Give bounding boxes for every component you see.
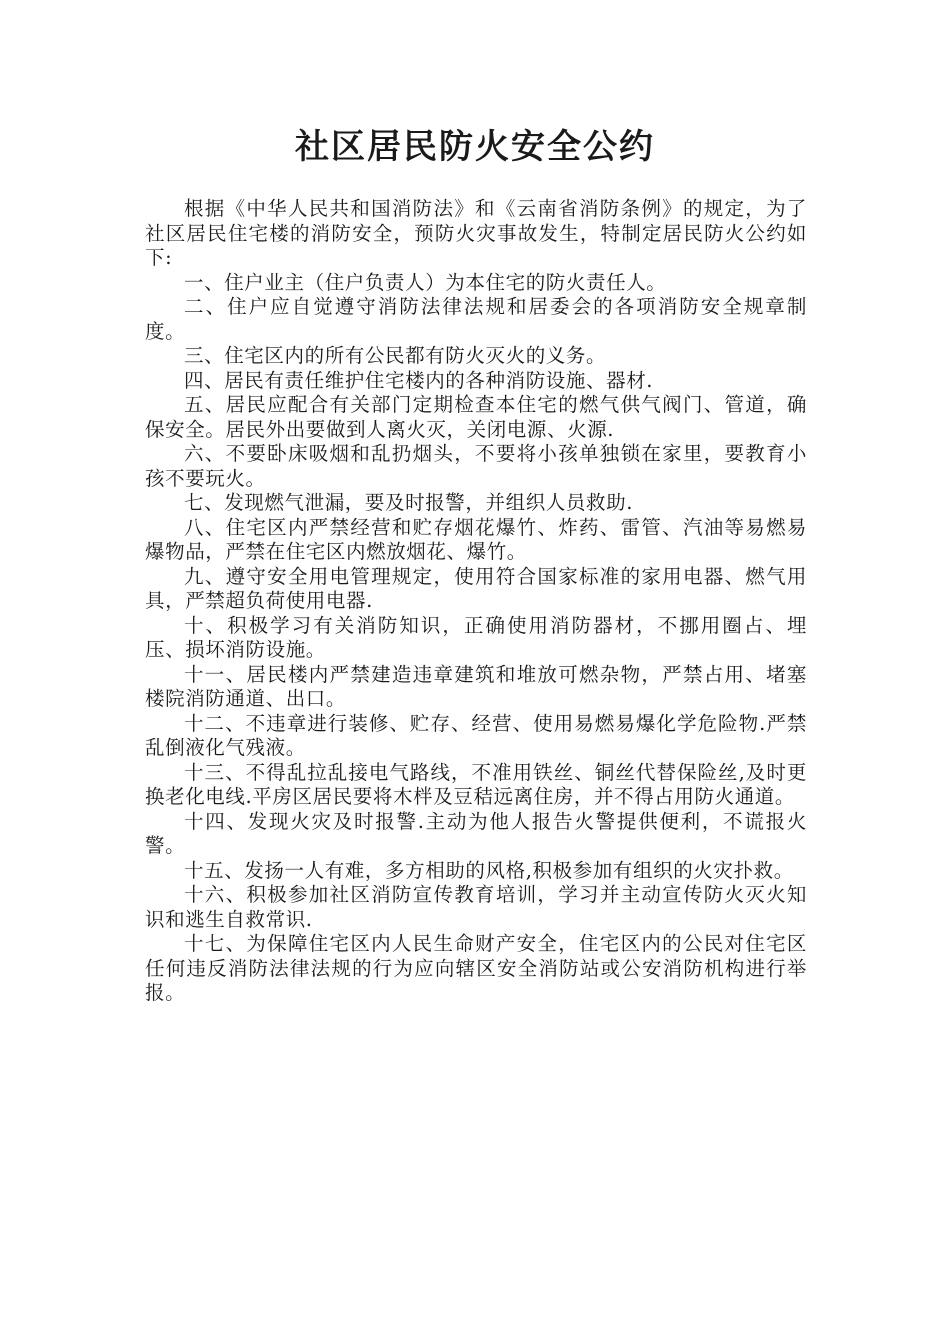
- paragraph-article-3: 三、住宅区内的所有公民都有防火灭火的义务。: [184, 344, 607, 367]
- paragraph-article-15: 十五、发扬一人有难，多方相助的风格,积极参加有组织的火灾扑救。: [184, 858, 794, 882]
- paragraph-article-13: 十三、不得乱拉乱接电气路线，不准用铁丝、铜丝代替保险丝,及时更换老化电线.平房区居民要将木柈及豆秸远离住房，并不得占用防火通道。: [145, 760, 807, 808]
- paragraph-article-12: 十二、不违章进行装修、贮存、经营、使用易燃易爆化学危险物.严禁乱倒液化气残液。: [145, 711, 807, 759]
- paragraph-article-10: 十、积极学习有关消防知识，正确使用消防器材，不挪用圈占、埋压、损坏消防设施。: [145, 613, 807, 661]
- paragraph-article-17: 十七、为保障住宅区内人民生命财产安全，住宅区内的公民对住宅区任何违反消防法律法规的行为应向辖区安全消防站或公安消防机构进行举报。: [145, 932, 807, 1004]
- paragraph-article-1: 一、住户业主（住户负责人）为本住宅的防火责任人。: [184, 270, 667, 294]
- document-title: 社区居民防火安全公约: [295, 127, 655, 167]
- paragraph-article-9: 九、遵守安全用电管理规定，使用符合国家标准的家用电器、燃气用具，严禁超负荷使用电器.: [145, 564, 807, 612]
- paragraph-article-6: 六、不要卧床吸烟和乱扔烟头，不要将小孩单独锁在家里，要教育小孩不要玩火。: [145, 442, 807, 490]
- paragraph-article-4: 四、居民有责任维护住宅楼内的各种消防设施、器材.: [184, 368, 654, 392]
- paragraph-article-14: 十四、发现火灾及时报警.主动为他人报告火警提供便利，不谎报火警。: [145, 809, 807, 857]
- paragraph-article-16: 十六、积极参加社区消防宣传教育培训，学习并主动宣传防火灭火知识和逃生自救常识.: [145, 883, 807, 931]
- paragraph-article-11: 十一、居民楼内严禁建造违章建筑和堆放可燃杂物，严禁占用、堵塞楼院消防通道、出口。: [145, 662, 807, 710]
- paragraph-article-7: 七、发现燃气泄漏，要及时报警，并组织人员救助.: [184, 491, 633, 514]
- document-body: [145, 197, 807, 1006]
- paragraph-article-8: 八、住宅区内严禁经营和贮存烟花爆竹、炸药、雷管、汽油等易燃易爆物品，严禁在住宅区内燃放烟花、爆竹。: [145, 515, 807, 563]
- paragraph-article-2: 二、住户应自觉遵守消防法律法规和居委会的各项消防安全规章制度。: [145, 295, 807, 343]
- paragraph-article-5: 五、居民应配合有关部门定期检查本住宅的燃气供气阀门、管道，确保安全。居民外出要做到人离火灭，关闭电源、火源.: [145, 393, 807, 441]
- paragraph-preamble: 根据《中华人民共和国消防法》和《云南省消防条例》的规定，为了社区居民住宅楼的消防安全，预防火灾事故发生，特制定居民防火公约如下:: [145, 197, 807, 269]
